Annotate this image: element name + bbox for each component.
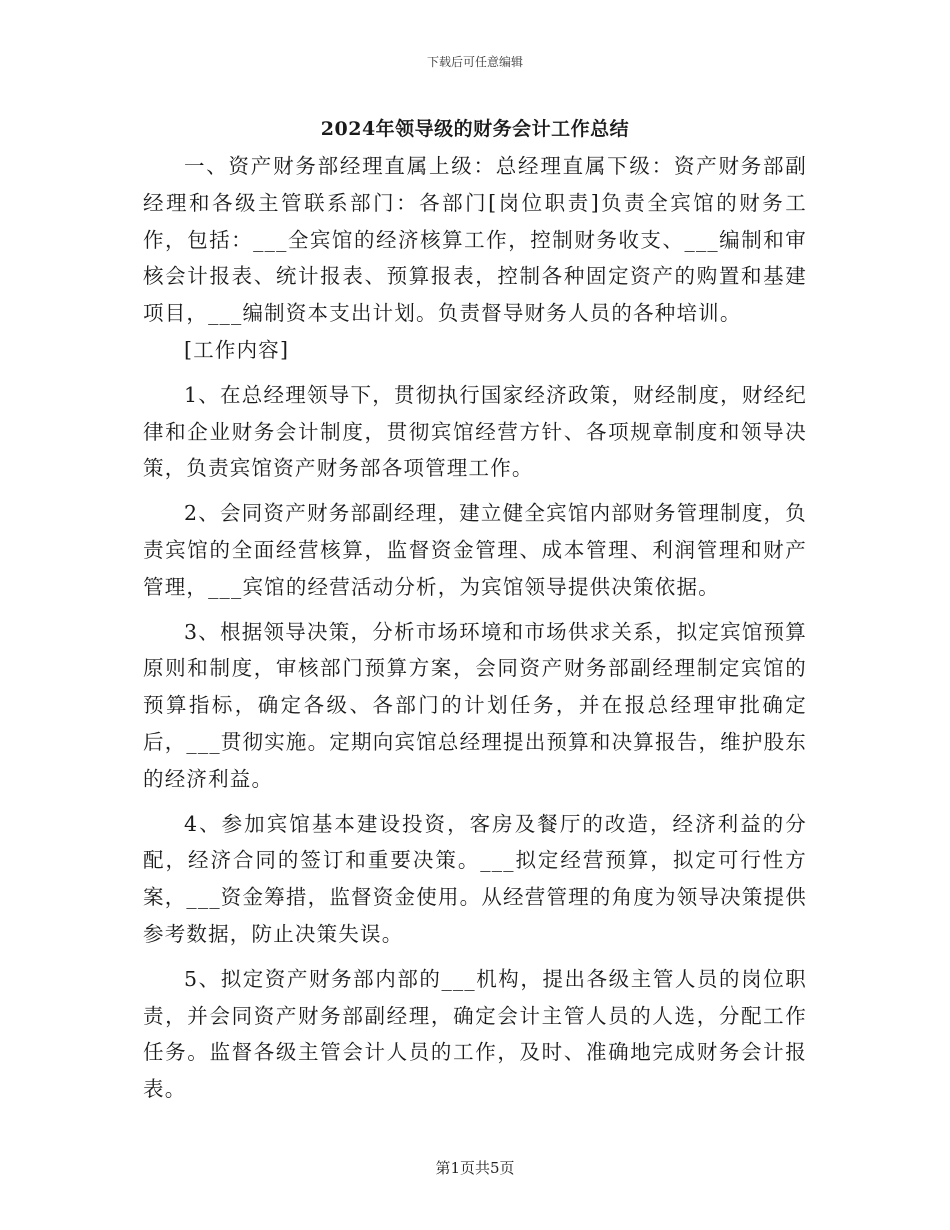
- paragraph-section-heading: [工作内容]: [184, 337, 290, 362]
- paragraph-item-2: 2、会同资产财务部副经理，建立健全宾馆内部财务管理制度，负责宾馆的全面经营核算，监督资金管理、成本管理、利润管理和财产管理，___宾馆的经营活动分析，为宾馆领导提供决策依据。: [143, 501, 807, 599]
- paragraph-item-5: 5、拟定资产财务部内部的___机构，提出各级主管人员的岗位职责，并会同资产财务部副经理，确定会计主管人员的人选，分配工作任务。监督各级主管会计人员的工作，及时、准确地完成财务会计报表。: [143, 966, 807, 1102]
- paragraph-item-1: 1、在总经理领导下，贯彻执行国家经济政策，财经制度，财经纪律和企业财务会计制度，贯彻宾馆经营方针、各项规章制度和领导决策，负责宾馆资产财务部各项管理工作。: [143, 382, 807, 481]
- header-note: 下载后可任意编辑: [426, 55, 523, 69]
- document-body: [143, 148, 807, 1108]
- page-number: 第1页共5页: [435, 1159, 515, 1177]
- document-title: 2024年领导级的财务会计工作总结: [320, 118, 630, 140]
- paragraph-item-3: 3、根据领导决策，分析市场环境和市场供求关系，拟定宾馆预算原则和制度，审核部门预算方案，会同资产财务部副经理制定宾馆的预算指标，确定各级、各部门的计划任务，并在报总经理审批确定后，___贯彻实施。定期向宾馆总经理提出预算和决算报告，维护股东的经济利益。: [143, 619, 807, 791]
- paragraph-item-4: 4、参加宾馆基本建设投资，客房及餐厅的改造，经济利益的分配，经济合同的签订和重要决策。___拟定经营预算，拟定可行性方案，___资金筹措，监督资金使用。从经营管理的角度为领导决策提供参考数据，防止决策失误。: [143, 811, 807, 946]
- paragraph-intro: 一、资产财务部经理直属上级：总经理直属下级：资产财务部副经理和各级主管联系部门：各部门[岗位职责]负责全宾馆的财务工作，包括：___全宾馆的经济核算工作，控制财务收支、___编制和审核会计报表、统计报表、预算报表，控制各种固定资产的购置和基建项目，___编制资本支出计划。负责督导财务人员的各种培训。: [143, 154, 807, 326]
